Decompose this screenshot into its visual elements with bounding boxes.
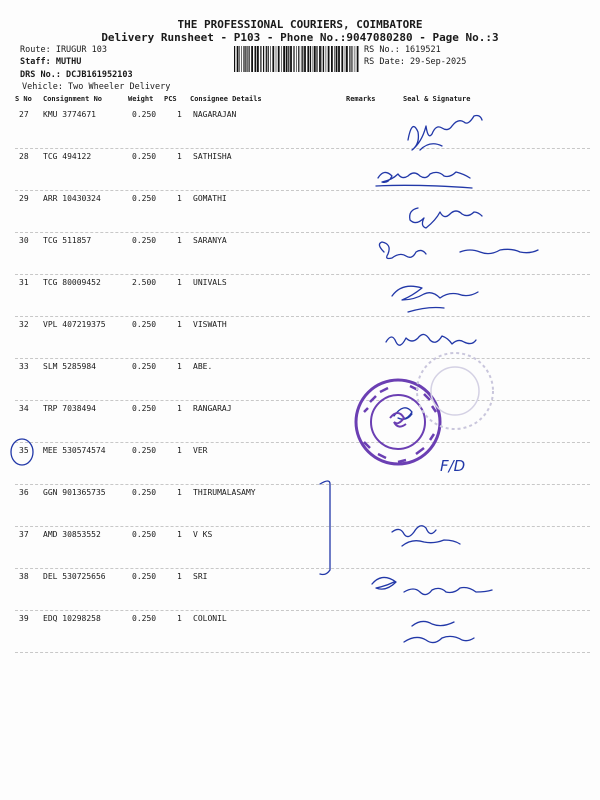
row-consignment-no: AMD 30853552 [43, 530, 101, 539]
barcode-bar [257, 46, 259, 72]
row-pcs: 1 [177, 278, 182, 287]
signature-row-32 [386, 334, 476, 345]
runsheet-title: Delivery Runsheet - P103 - Phone No.:9047080280 - Page No.:3 [101, 31, 499, 44]
signature-row-29 [410, 208, 482, 228]
barcode-bar [304, 46, 306, 72]
barcode-bar [283, 46, 285, 72]
barcode-bar [307, 46, 309, 72]
barcode-bar [239, 46, 240, 72]
barcode-bar [243, 46, 244, 72]
row-pcs: 1 [177, 152, 182, 161]
row-weight: 0.250 [132, 362, 157, 371]
row-divider [15, 274, 590, 275]
rs-date: RS Date: 29-Sep-2025 [364, 57, 467, 67]
barcode-bar [322, 46, 323, 72]
signature-row-27 [408, 116, 482, 151]
barcode-bar [323, 46, 324, 72]
row-pcs: 1 [177, 194, 182, 203]
barcode-bar [249, 46, 250, 72]
row-sno: 27 [19, 110, 29, 119]
row-consignment-no: VPL 407219375 [43, 320, 106, 329]
row-consignee: THIRUMALASAMY [193, 488, 256, 497]
row-consignment-no: DEL 530725656 [43, 572, 106, 581]
row-pcs: 1 [177, 614, 182, 623]
row-weight: 0.250 [132, 530, 157, 539]
barcode-bar [296, 46, 297, 72]
barcode-bar [288, 46, 289, 72]
row-sno: 33 [19, 362, 29, 371]
row-divider [15, 190, 590, 191]
barcode-bar [290, 46, 292, 72]
barcode-bar [331, 46, 333, 72]
route-label: Route: IRUGUR 103 [20, 45, 107, 55]
barcode-bar [263, 46, 264, 72]
col-sno: S No [15, 95, 32, 103]
row-consignment-no: TRP 7038494 [43, 404, 96, 413]
pen-stroke [320, 481, 330, 575]
row-sno: 37 [19, 530, 29, 539]
barcode-bar [326, 46, 327, 72]
row-weight: 0.250 [132, 320, 157, 329]
barcode-bar [319, 46, 321, 72]
barcode-bar [349, 46, 350, 72]
barcode-bar [293, 46, 294, 72]
row-consignee: RANGARAJ [193, 404, 232, 413]
barcode-bar [355, 46, 356, 72]
row-consignment-no: GGN 901365735 [43, 488, 106, 497]
row-consignment-no: MEE 530574574 [43, 446, 106, 455]
row-divider [15, 232, 590, 233]
row-divider [15, 442, 590, 443]
signature-row-37 [392, 526, 460, 546]
signature-row-30 [379, 242, 538, 259]
row-divider [15, 526, 590, 527]
barcode-bar [234, 46, 235, 72]
row-consignment-no: EDQ 10298258 [43, 614, 101, 623]
row-sno: 35 [19, 446, 29, 455]
remark-row-35: F/D [440, 457, 466, 475]
row-sno: 32 [19, 320, 29, 329]
barcode-bar [302, 46, 303, 72]
signature-row-31 [392, 286, 478, 312]
row-pcs: 1 [177, 110, 182, 119]
row-consignment-no: KMU 3774671 [43, 110, 96, 119]
row-divider [15, 610, 590, 611]
col-seal-signature: Seal & Signature [403, 95, 471, 103]
col-weight: Weight [128, 95, 154, 103]
row-sno: 36 [19, 488, 29, 497]
row-divider [15, 358, 590, 359]
barcode-bar [255, 46, 257, 72]
barcode-bar [301, 46, 302, 72]
barcode-bar [341, 46, 343, 72]
row-consignment-no: TCG 494122 [43, 152, 92, 161]
faint-stamp [412, 348, 498, 434]
barcode-bar [351, 46, 352, 72]
row-sno: 29 [19, 194, 29, 203]
barcode-bar [245, 46, 246, 72]
rs-number: RS No.: 1619521 [364, 45, 441, 55]
row-sno: 30 [19, 236, 29, 245]
row-sno: 28 [19, 152, 29, 161]
row-weight: 0.250 [132, 194, 157, 203]
row-consignment-no: TCG 511857 [43, 236, 92, 245]
row-sno: 38 [19, 572, 29, 581]
row-weight: 0.250 [132, 446, 157, 455]
company-name: THE PROFESSIONAL COURIERS, COIMBATORE [177, 18, 423, 31]
row-consignee: VER [193, 446, 208, 455]
row-divider [15, 148, 590, 149]
row-sno: 39 [19, 614, 29, 623]
staff-label: Staff: MUTHU [20, 57, 82, 67]
barcode-bar [316, 46, 317, 72]
col-remarks: Remarks [346, 95, 376, 103]
barcode-bar [268, 46, 269, 72]
drs-number: DRS No.: DCJB161952103 [20, 70, 133, 80]
barcode-bar [281, 46, 282, 72]
row-weight: 0.250 [132, 572, 157, 581]
barcode [233, 46, 361, 72]
row-sno: 34 [19, 404, 29, 413]
row-weight: 0.250 [132, 488, 157, 497]
row-consignee: UNIVALS [193, 278, 227, 287]
barcode-bar [328, 46, 330, 72]
row-pcs: 1 [177, 320, 182, 329]
vehicle-label: Vehicle: Two Wheeler Delivery [22, 82, 171, 92]
row-consignee: GOMATHI [193, 194, 227, 203]
barcode-bar [286, 46, 288, 72]
signature-row-39 [404, 621, 474, 642]
barcode-bar [251, 46, 253, 72]
barcode-bar [298, 46, 299, 72]
barcode-bar [276, 46, 277, 72]
signature-row-38 [372, 577, 492, 594]
col-consignee: Consignee Details [190, 95, 262, 103]
row-divider [15, 400, 590, 401]
row-consignee: SRI [193, 572, 208, 581]
barcode-bar [237, 46, 239, 72]
barcode-bar [313, 46, 314, 72]
row-sno: 31 [19, 278, 29, 287]
barcode-bar [260, 46, 261, 72]
barcode-bar [336, 46, 338, 72]
col-pcs: PCS [164, 95, 177, 103]
row-pcs: 1 [177, 236, 182, 245]
barcode-bar [278, 46, 280, 72]
row-weight: 0.250 [132, 152, 157, 161]
row-pcs: 1 [177, 530, 182, 539]
barcode-bar [314, 46, 316, 72]
col-consignment: Consignment No [43, 95, 103, 103]
barcode-bar [272, 46, 274, 72]
row-consignee: VISWATH [193, 320, 227, 329]
barcode-bar [345, 46, 346, 72]
row-consignee: COLONIL [193, 614, 227, 623]
row-pcs: 1 [177, 572, 182, 581]
barcode-bar [241, 46, 242, 72]
row-divider [15, 652, 590, 653]
barcode-bar [247, 46, 248, 72]
row-consignee: SATHISHA [193, 152, 232, 161]
row-pcs: 1 [177, 488, 182, 497]
row-weight: 0.250 [132, 236, 157, 245]
row-consignee: NAGARAJAN [193, 110, 237, 119]
row-pcs: 1 [177, 404, 182, 413]
row-pcs: 1 [177, 446, 182, 455]
barcode-bar [270, 46, 271, 72]
barcode-bar [353, 46, 354, 72]
row-pcs: 1 [177, 362, 182, 371]
row-divider [15, 484, 590, 485]
barcode-bar [338, 46, 340, 72]
barcode-bar [346, 46, 348, 72]
row-consignment-no: SLM 5285984 [43, 362, 96, 371]
row-weight: 2.500 [132, 278, 157, 287]
row-consignee: SARANYA [193, 236, 227, 245]
barcode-bar [334, 46, 335, 72]
row-weight: 0.250 [132, 404, 157, 413]
barcode-bar [357, 46, 359, 72]
row-divider [15, 316, 590, 317]
row-weight: 0.250 [132, 110, 157, 119]
row-divider [15, 568, 590, 569]
barcode-bar [266, 46, 267, 72]
row-weight: 0.250 [132, 614, 157, 623]
row-consignment-no: TCG 80009452 [43, 278, 101, 287]
row-consignee: V KS [193, 530, 213, 539]
signature-row-28 [376, 172, 472, 188]
row-consignee: ABE. [193, 362, 213, 371]
row-consignment-no: ARR 10430324 [43, 194, 101, 203]
barcode-bar [310, 46, 311, 72]
